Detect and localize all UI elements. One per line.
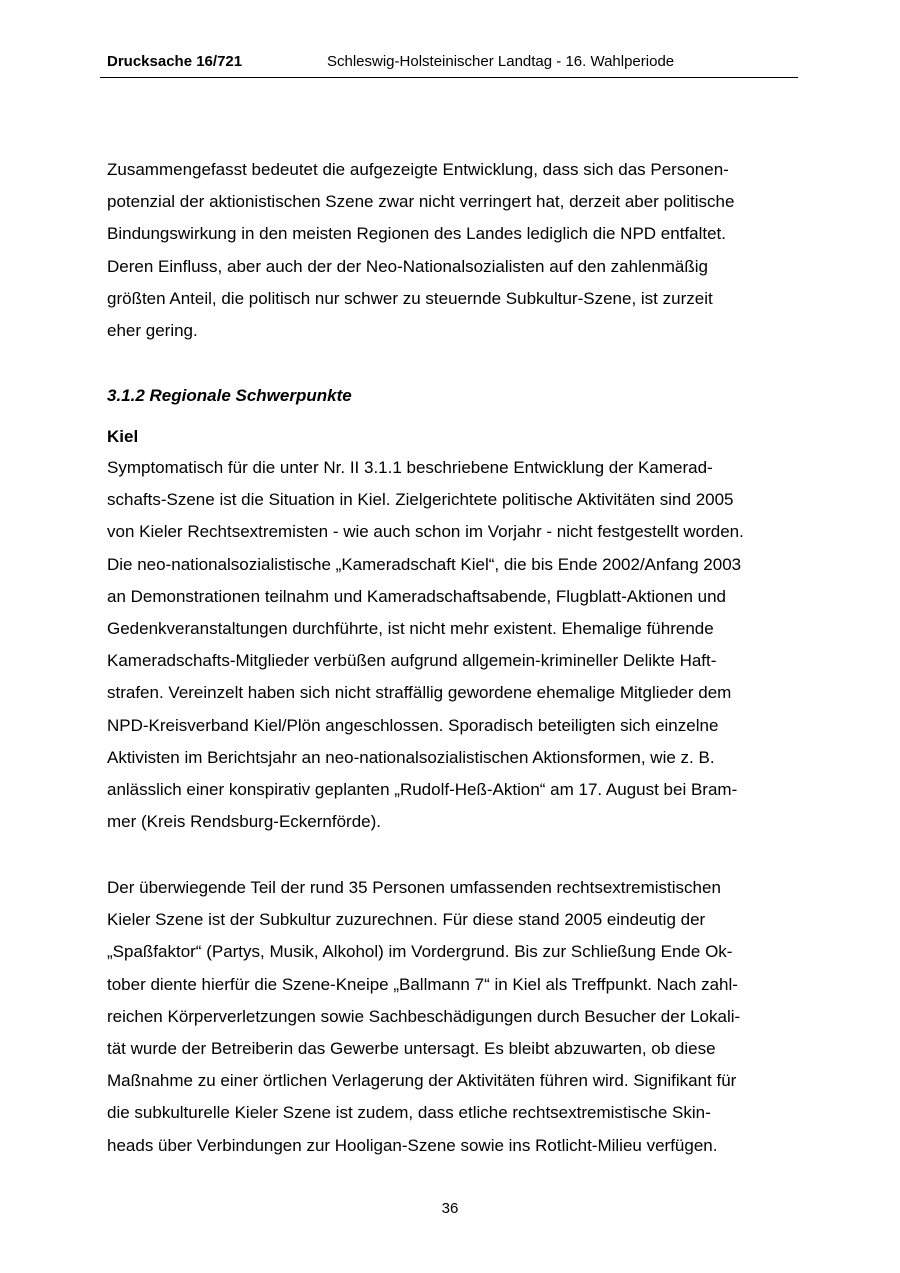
text-line: Maßnahme zu einer örtlichen Verlagerung der Aktivitäten führen wird. Signifikant für: [107, 1071, 737, 1091]
text-line: Der überwiegende Teil der rund 35 Personen umfassenden rechtsextremistischen: [107, 878, 721, 897]
parliament-title: Schleswig-Holsteinischer Landtag - 16. Wahlperiode: [327, 53, 675, 70]
subsection-heading-kiel: Kiel: [107, 427, 139, 446]
text-line: Kieler Szene ist der Subkultur zuzurechnen. Für diese stand 2005 eindeutig der: [107, 910, 706, 930]
text-line: tober diente hierfür die Szene-Kneipe „Ballmann 7“ in Kiel als Treffpunkt. Nach zahl-: [107, 974, 738, 994]
text-line: „Spaßfaktor“ (Partys, Musik, Alkohol) im Vordergrund. Bis zur Schließung Ende Ok-: [107, 942, 733, 962]
text-line: Deren Einfluss, aber auch der der Neo-Nationalsozialisten auf den zahlenmäßig: [107, 256, 709, 276]
text-line: Bindungswirkung in den meisten Regionen des Landes lediglich die NPD entfaltet.: [107, 224, 726, 244]
page-number: 36: [441, 1200, 459, 1217]
text-line: heads über Verbindungen zur Hooligan-Szene sowie ins Rotlicht-Milieu verfügen.: [107, 1135, 718, 1155]
text-line: Gedenkveranstaltungen durchführte, ist nicht mehr existent. Ehemalige führende: [107, 618, 714, 638]
text-line: schafts-Szene ist die Situation in Kiel. Zielgerichtete politische Aktivitäten sind 2005: [107, 490, 734, 510]
page-header: [100, 52, 798, 78]
text-line: mer (Kreis Rendsburg-Eckernförde).: [107, 812, 381, 832]
text-line: größten Anteil, die politisch nur schwer zu steuernde Subkultur-Szene, ist zurzeit: [107, 288, 713, 308]
text-line: tät wurde der Betreiberin das Gewerbe untersagt. Es bleibt abzuwarten, ob diese: [107, 1038, 716, 1058]
text-line: reichen Körperverletzungen sowie Sachbeschädigungen durch Besucher der Lokali-: [107, 1006, 741, 1026]
text-line: NPD-Kreisverband Kiel/Plön angeschlossen. Sporadisch beteiligten sich einzelne: [107, 715, 719, 735]
text-line: die subkulturelle Kieler Szene ist zudem, dass etliche rechtsextremistische Skin-: [107, 1103, 711, 1123]
paragraph-summary: [107, 154, 797, 347]
text-line: Aktivisten im Berichtsjahr an neo-nationalsozialistischen Aktionsformen, wie z. B.: [107, 747, 715, 767]
text-line: strafen. Vereinzelt haben sich nicht straffällig gewordene ehemalige Mitglieder dem: [107, 683, 732, 703]
section-heading: 3.1.2 Regionale Schwerpunkte: [107, 386, 352, 405]
paragraph-kiel-situation: [107, 452, 797, 838]
text-line: Zusammengefasst bedeutet die aufgezeigte Entwicklung, dass sich das Personen-: [107, 160, 729, 179]
text-line: Die neo-nationalsozialistische „Kameradschaft Kiel“, die bis Ende 2002/Anfang 2003: [107, 554, 742, 574]
text-line: von Kieler Rechtsextremisten - wie auch schon im Vorjahr - nicht festgestellt worden.: [107, 522, 744, 542]
paragraph-kiel-subculture: [107, 872, 797, 1162]
text-line: Symptomatisch für die unter Nr. II 3.1.1 beschriebene Entwicklung der Kamerad-: [107, 458, 713, 477]
document-number: Drucksache 16/721: [107, 53, 243, 70]
text-line: an Demonstrationen teilnahm und Kameradschaftsabende, Flugblatt-Aktionen und: [107, 586, 726, 606]
text-line: eher gering.: [107, 320, 198, 340]
text-line: anlässlich einer konspirativ geplanten „Rudolf-Heß-Aktion“ am 17. August bei Bram-: [107, 779, 738, 799]
text-line: potenzial der aktionistischen Szene zwar nicht verringert hat, derzeit aber politische: [107, 192, 735, 212]
text-line: Kameradschafts-Mitglieder verbüßen aufgrund allgemein-krimineller Delikte Haft-: [107, 651, 717, 671]
